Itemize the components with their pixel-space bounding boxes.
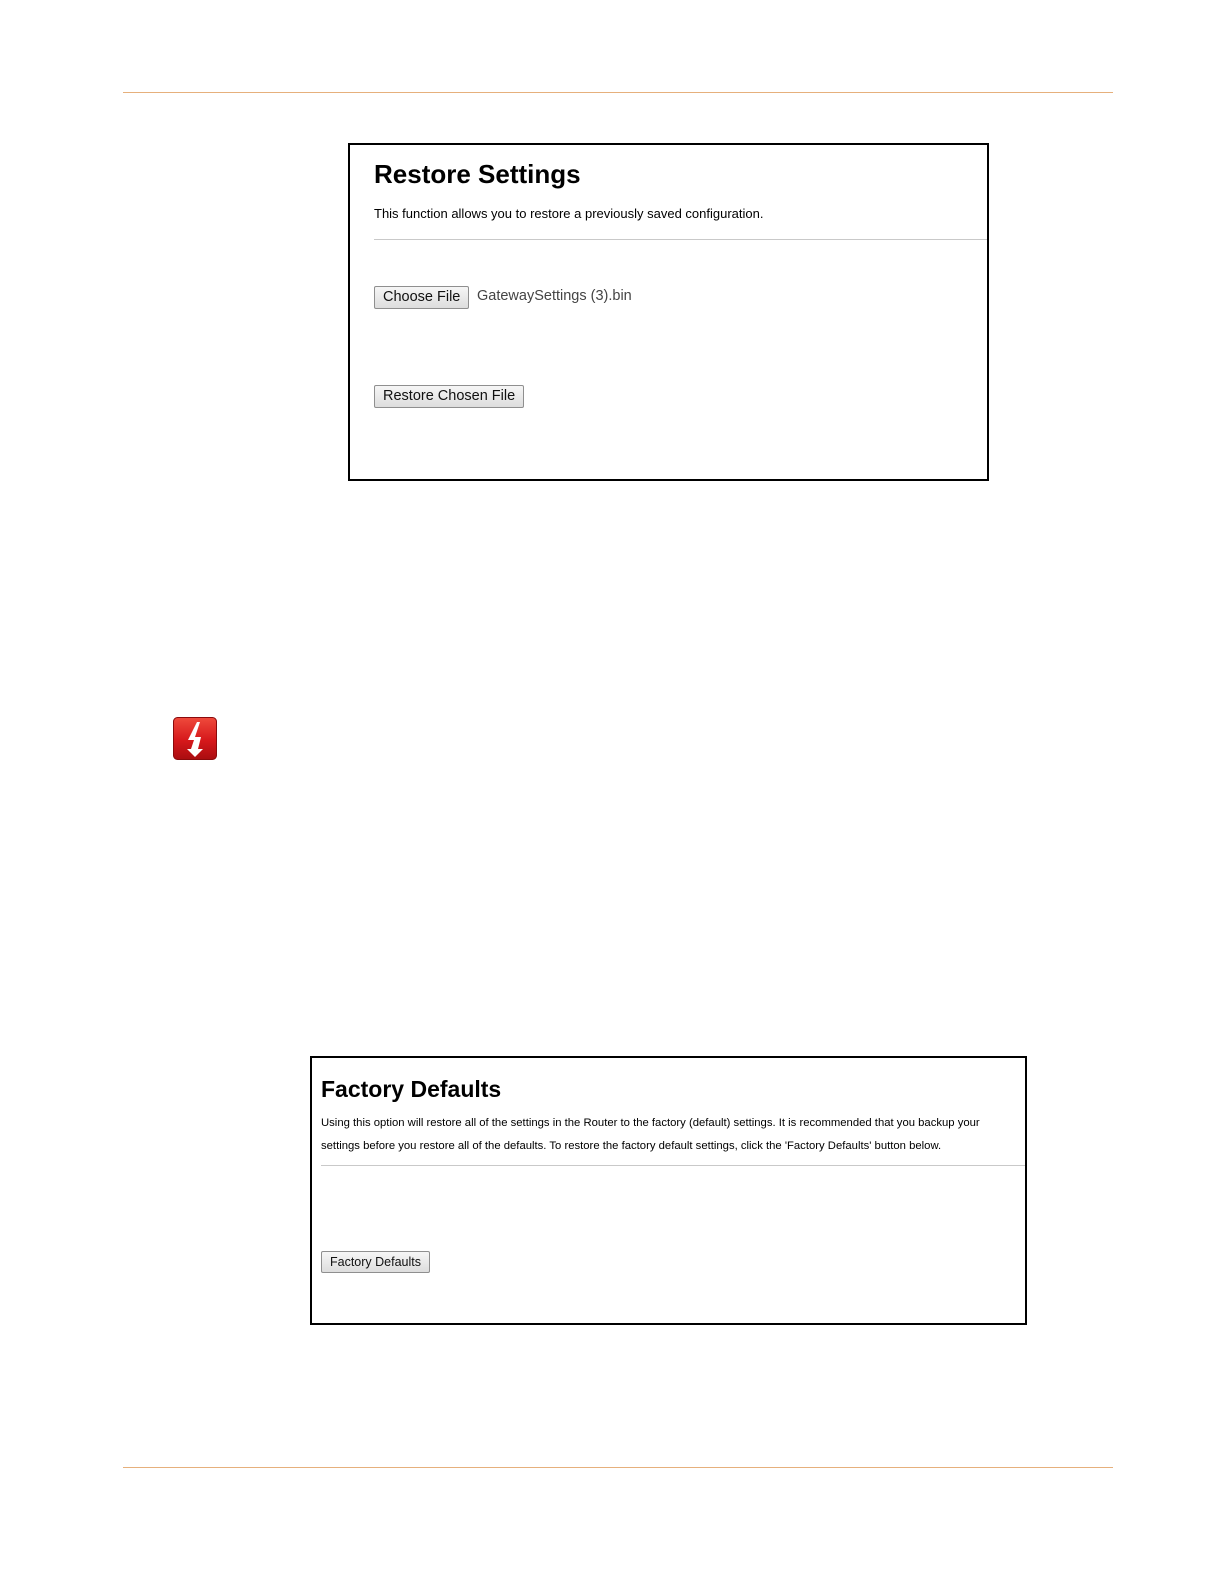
restore-settings-panel (348, 143, 989, 481)
chosen-file-name: GatewaySettings (3).bin (477, 288, 632, 304)
header-rule (123, 92, 1113, 93)
restore-settings-title: Restore Settings (374, 159, 581, 189)
restore-settings-divider (374, 239, 987, 240)
lightning-warning-icon (173, 717, 217, 760)
factory-defaults-button[interactable]: Factory Defaults (321, 1251, 430, 1273)
factory-defaults-divider (321, 1165, 1025, 1166)
restore-chosen-file-button[interactable]: Restore Chosen File (374, 385, 524, 408)
footer-rule (123, 1467, 1113, 1468)
restore-settings-description: This function allows you to restore a previously saved configuration. (374, 206, 764, 221)
choose-file-button[interactable]: Choose File (374, 286, 469, 309)
factory-defaults-panel (310, 1056, 1027, 1325)
factory-defaults-description: Using this option will restore all of the settings in the Router to the factory (default) settings. It is recommended that you backup your settings before you restore all of the defaults. To restore the factory default settings, click the 'Factory Defaults' button below. (321, 1117, 980, 1152)
factory-defaults-title: Factory Defaults (321, 1076, 502, 1102)
